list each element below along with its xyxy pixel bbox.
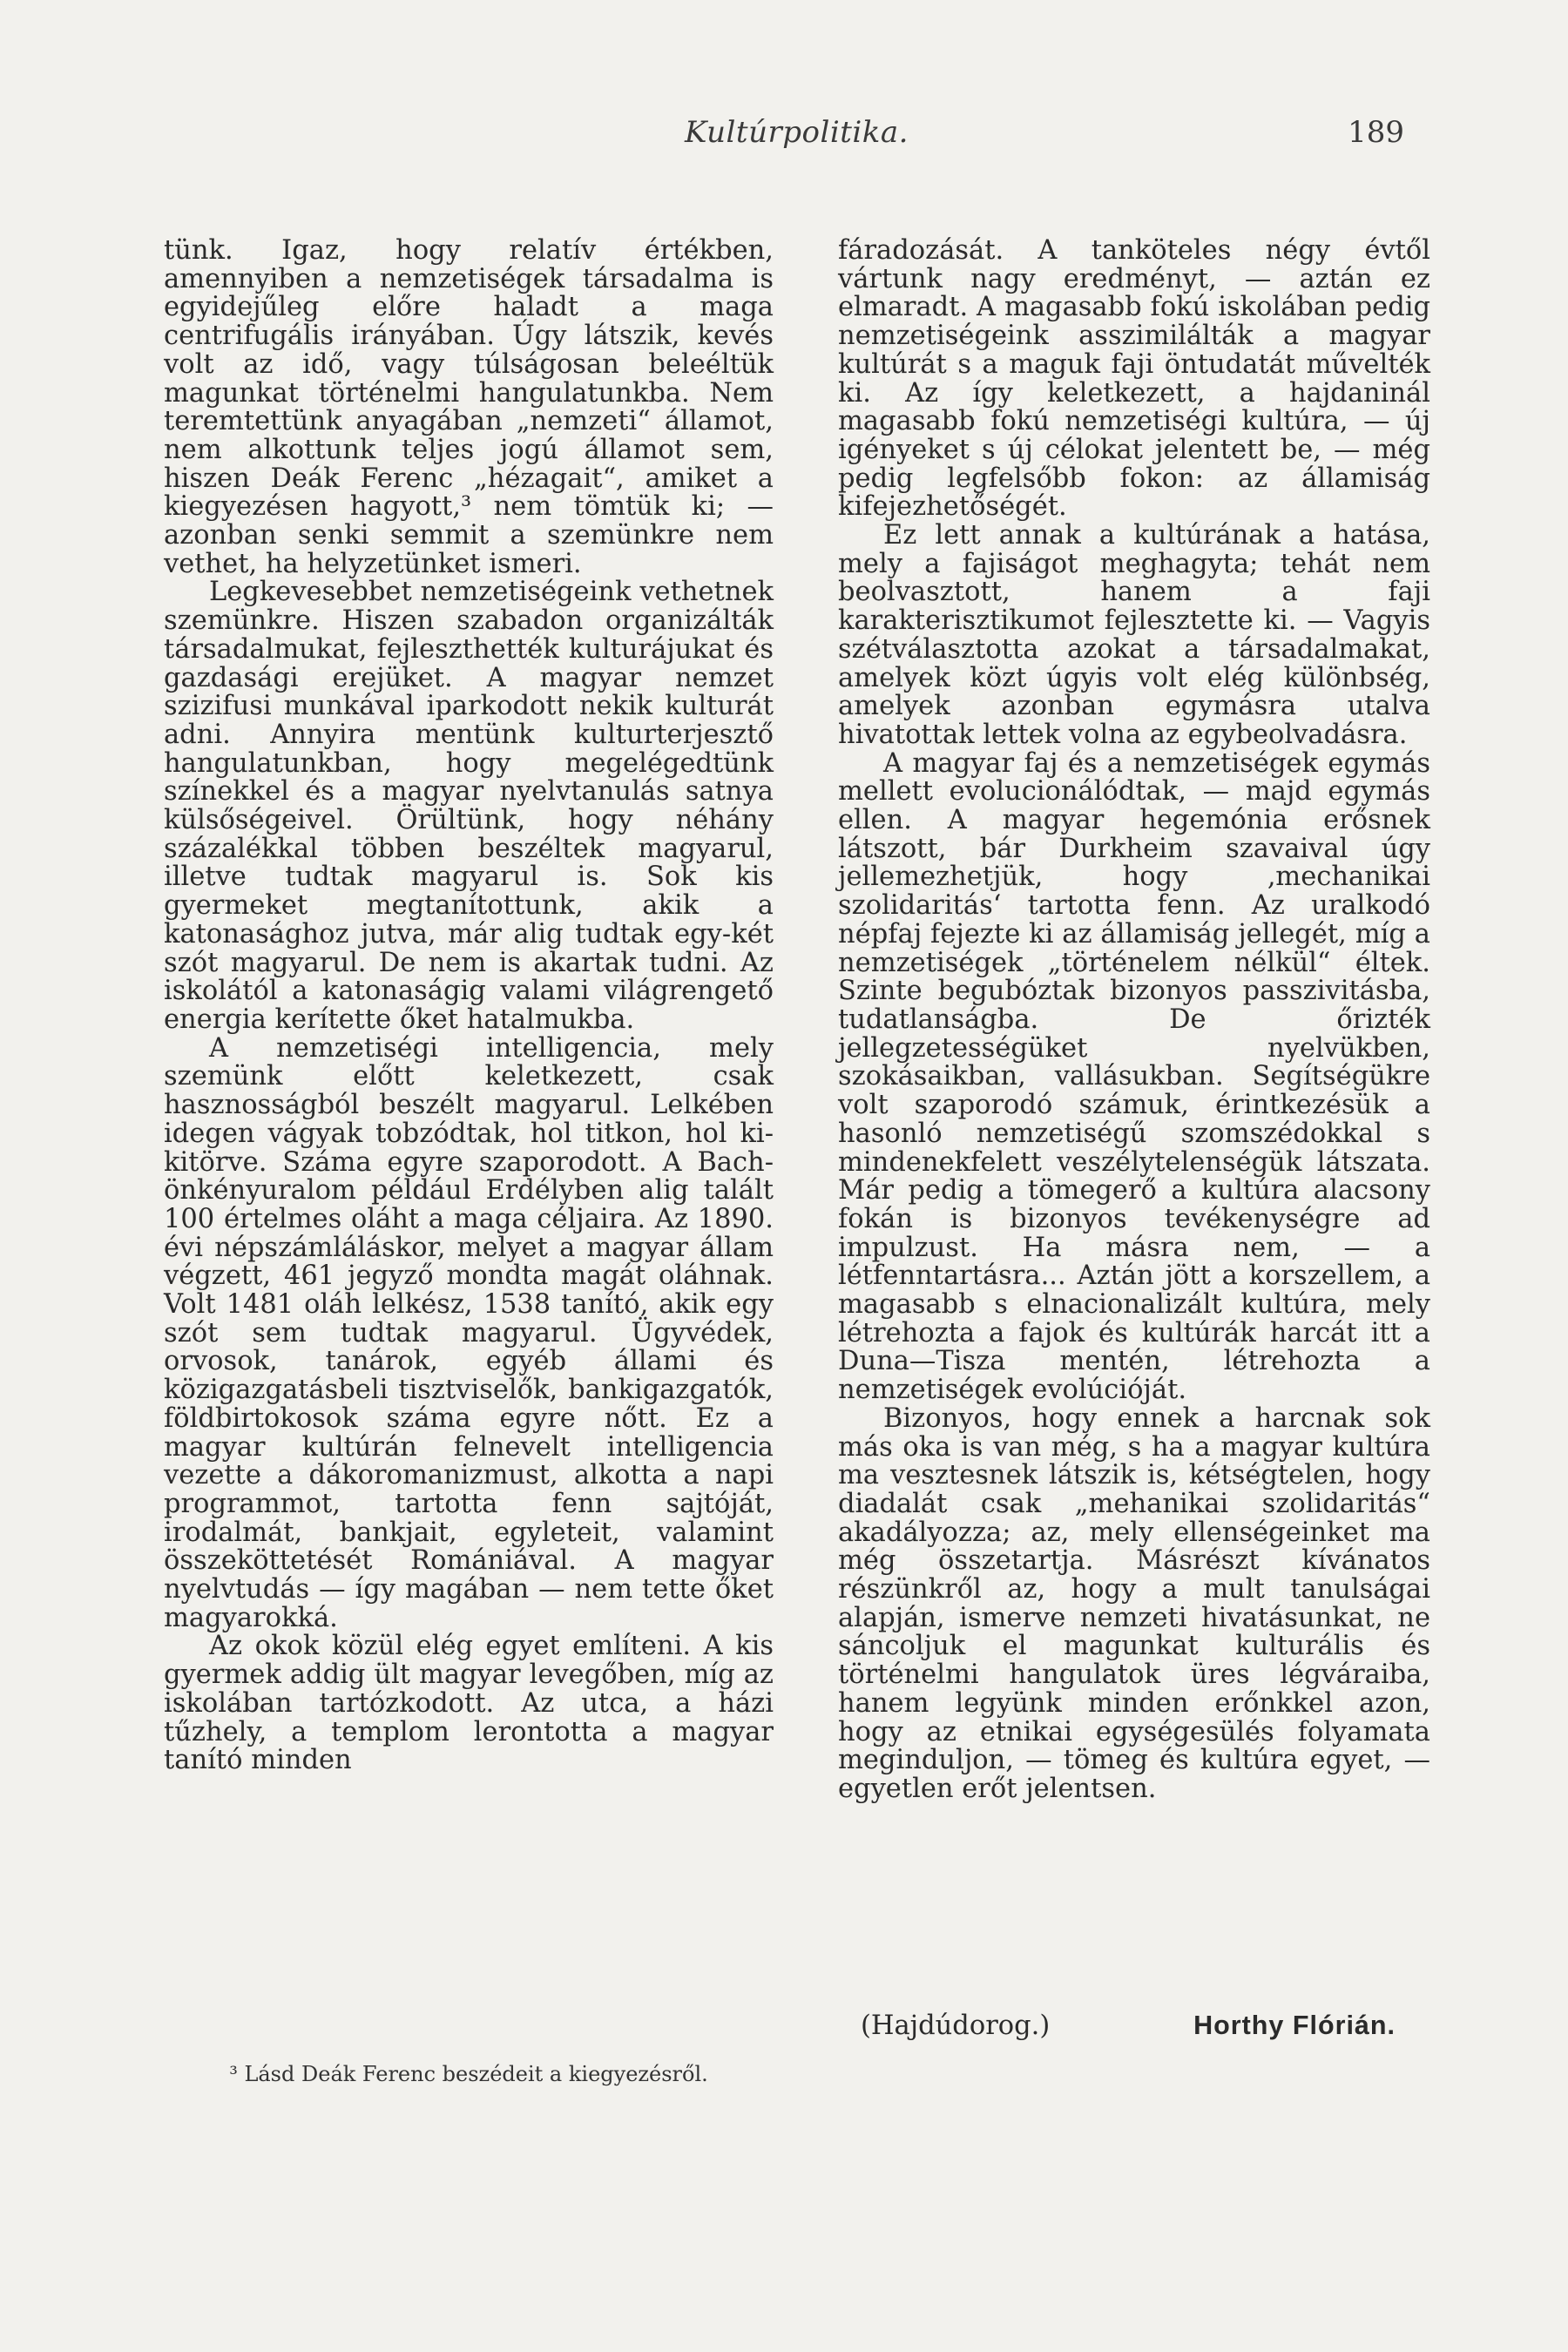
paragraph: fáradozását. A tanköteles négy évtől vártunk nagy eredményt, — aztán ez elmaradt. A magasabb fokú iskolában pedig nemzetiségeink asszimilálták a magyar kultúrát s a maguk faji öntudatát művelték ki. Az így keletkezett, a hajdaninál magasabb fokú nemzetiségi kultúra, — új igényeket s új célokat jelentett be, — még pedig legfelsőbb fokon: az államiság kifejezhetőségét. [838, 235, 1430, 523]
page-number: 189 [1348, 115, 1404, 150]
right-column [838, 237, 1430, 1804]
left-column [164, 237, 774, 1775]
running-title: Kultúrpolitika. [685, 115, 909, 150]
paragraph: Ez lett annak a kultúrának a hatása, mely a fajiságot meghagyta; tehát nem beolvasztott, hanem a faji karakterisztikumot fejlesztette ki. — Vagyis szétválasztotta azokat a társadalmakat, amelyek közt úgyis volt elég különbség, amelyek azonban egymásra utalva hivatottak lettek volna az egybeolvadásra. [838, 520, 1430, 750]
paragraph: Bizonyos, hogy ennek a harcnak sok más oka is van még, s ha a magyar kultúra ma vesztesnek látszik is, kétségtelen, hogy diadalát csak „mehanikai szolidaritás“ akadályozza; az, mely ellenségeinket ma még összetartja. Másrészt kívánatos részünkről az, hogy a mult tanulságai alapján, ismerve nemzeti hivatásunkat, ne sáncoljuk el magunkat kulturális és történelmi hangulatok üres légváraiba, hanem legyünk minden erőnkkel azon, hogy az etnikai egységesülés folyamata meginduljon, — tömeg és kultúra egyet, — egyetlen erőt jelentsen. [838, 1402, 1430, 1804]
paragraph: A nemzetiségi intelligencia, mely szemünk előtt keletkezett, csak hasznosságból beszélt magyarul. Lelkében idegen vágyak tobzódtak, hol titkon, hol ki-kitörve. Száma egyre szaporodott. A Bach-önkényuralom például Erdélyben alig talált 100 értelmes oláht a maga céljaira. Az 1890. évi népszámláláskor, melyet a magyar állam végzett, 461 jegyző mondta magát oláhnak. Volt 1481 oláh lelkész, 1538 tanító, akik egy szót sem tudtak magyarul. Ügyvédek, orvosok, tanárok, egyéb állami és közigazgatásbeli tisztviselők, bankigazgatók, földbirtokosok száma egyre nőtt. Ez a magyar kultúrán felnevelt intelligencia vezette a dákoromanizmust, alkotta a napi programmot, tartotta fenn sajtóját, irodalmát, bankjait, egyleteit, valamint összeköttetését Romániával. A magyar nyelvtudás — így magában — nem tette őket magyarokká. [164, 1032, 774, 1633]
page-header [0, 115, 1568, 167]
signature-place: (Hajdúdorog.) [861, 2011, 1051, 2041]
signature-author: Horthy Flórián. [1193, 2011, 1396, 2040]
paragraph: Legkevesebbet nemzetiségeink vethetnek szemünkre. Hiszen szabadon organizálták társadalmukat, fejleszthették kulturájukat és gazdasági erejüket. A magyar nemzet szizifusi munkával iparkodott nekik kulturát adni. Annyira mentünk kulturterjesztő hangulatunkban, hogy megelégedtünk színekkel és a magyar nyelvtanulás satnya külsőségeivel. Örültünk, hogy néhány százalékkal többen beszéltek magyarul, illetve tudtak magyarul is. Sok kis gyermeket megtanítottunk, akik a katonasághoz jutva, már alig tudtak egy-két szót magyarul. De nem is akartak tudni. Az iskolától a katonaságig valami világrengető energia kerítette őket hatalmukba. [164, 577, 774, 1035]
footnote: ³ Lásd Deák Ferenc beszédeit a kiegyezésről. [229, 2062, 708, 2086]
paragraph: tünk. Igaz, hogy relatív értékben, amennyiben a nemzetiségek társadalma is egyidejűleg előre haladt a maga centrifugális irányában. Úgy látszik, kevés volt az idő, vagy túlságosan beleéltük magunkat történelmi hangulatunkba. Nem teremtettünk anyagában „nemzeti“ államot, nem alkottunk teljes jogú államot sem, hiszen Deák Ferenc „hézagait“, amiket a kiegyezésen hagyott,³ nem tömtük ki; — azonban senki semmit a szemünkre nem vethet, ha helyzetünket ismeri. [164, 235, 774, 579]
paragraph: Az okok közül elég egyet említeni. A kis gyermek addig ült magyar levegőben, míg az iskolában tartózkodott. Az utca, a házi tűzhely, a templom lerontotta a magyar tanító minden [164, 1631, 774, 1776]
signature [838, 2011, 1430, 2045]
paragraph: A magyar faj és a nemzetiségek egymás mellett evolucionálódtak, — majd egymás ellen. A magyar hegemónia erősnek látszott, bár Durkheim szavaival úgy jellemezhetjük, hogy ‚mechanikai szolidaritás‘ tartotta fenn. Az uralkodó népfaj fejezte ki az államiság jellegét, míg a nemzetiségek „történelem nélkül“ éltek. Szinte begubóztak bizonyos passzivitásba, tudatlanságba. De őrizték jellegzetességüket nyelvükben, szokásaikban, vallásukban. Segítségükre volt szaporodó számuk, érintkezésük a hasonló nemzetiségű szomszédokkal s mindenekfelett veszélytelenségük látszata. Már pedig a tömegerő a kultúra alacsony fokán is bizonyos tevékenységre ad impulzust. Ha másra nem, — a létfenntartásra... Aztán jött a korszellem, a magasabb s elnacionalizált kultúra, mely létrehozta a fajok és kultúrák harcát itt a Duna—Tisza mentén, létrehozta a nemzetiségek evolúcióját. [838, 747, 1430, 1406]
